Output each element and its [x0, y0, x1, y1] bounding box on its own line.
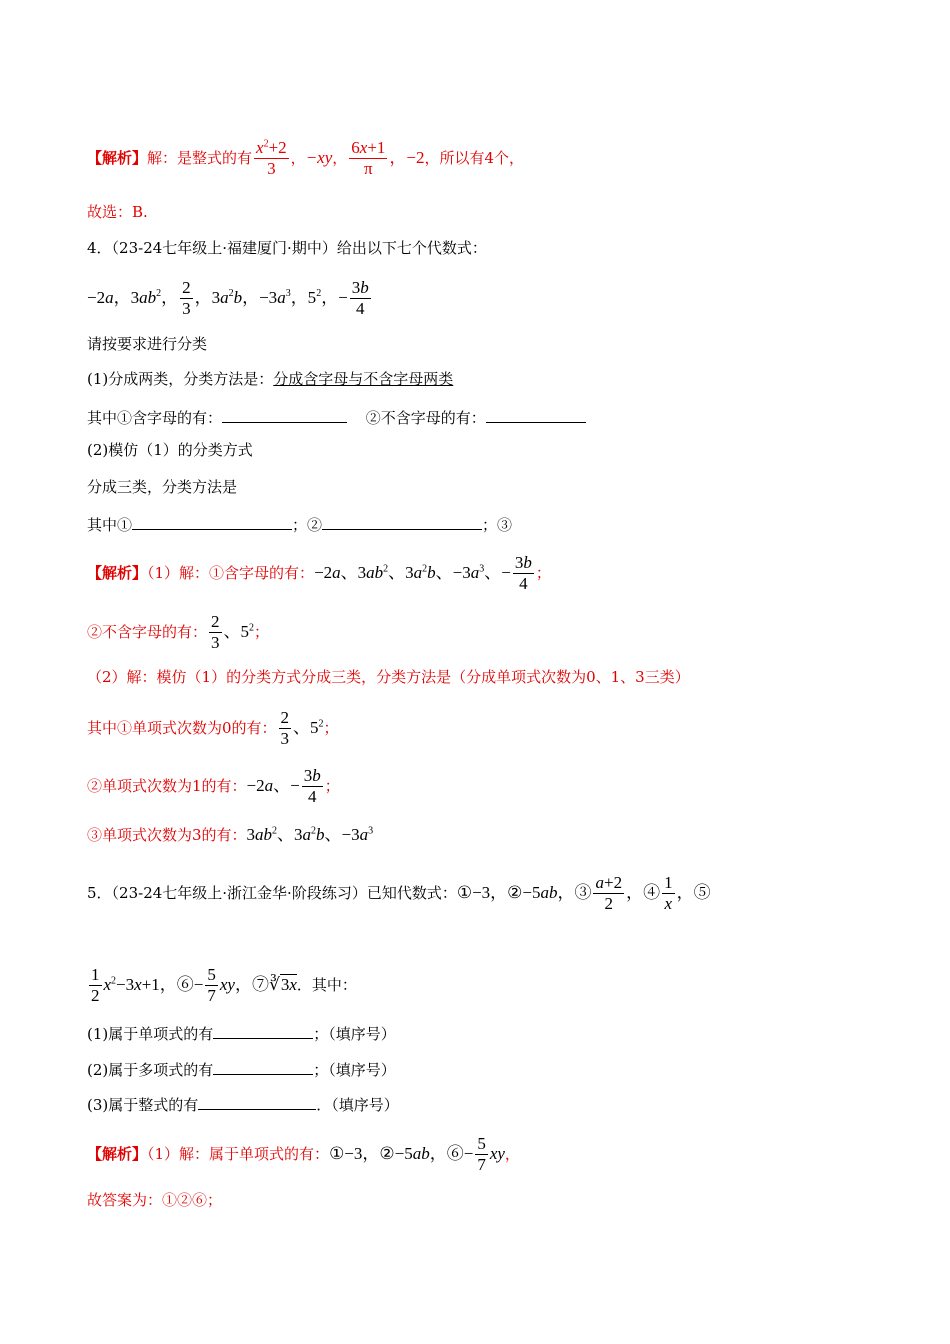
q4-p2-item1: 其中① [87, 516, 133, 534]
expr-neg-xy: −xy [305, 147, 333, 167]
q5-title: 5．（23-24七年级上·浙江金华·阶段练习）已知代数式： [87, 883, 457, 902]
a4-l4-text: 其中①单项式次数为0的有： [87, 718, 277, 737]
q5-part2-label: (2)属于多项式的有 [87, 1061, 214, 1079]
answer-blank[interactable] [132, 515, 292, 530]
q4-part2-items [87, 515, 512, 533]
a4-l1-expr: −2a、$3ab^2$、$3a^2b$、$-3a^3$、− $\frac{3b}{4}$ [314, 553, 532, 594]
analysis-tag: 【解析】 [87, 1144, 148, 1163]
q5-part1: (1)属于单项式的有 ；（填序号） [87, 1025, 396, 1043]
q4-p2-item2: ；② [292, 516, 323, 534]
q4-part1-label: (1)分成两类，分类方法是： [87, 370, 274, 388]
a4-l1-text: （1）解：①含字母的有： [147, 563, 315, 582]
a4-l2-text: ②不含字母的有： [87, 622, 208, 641]
q4-part1 [87, 372, 453, 387]
answer-blank[interactable] [222, 408, 347, 423]
answer-blank[interactable] [213, 1024, 313, 1039]
q5-line-2-tail: ．其中： [296, 975, 357, 994]
a4-l5-text: ②单项式次数为1的有： [87, 776, 247, 795]
q5-part2: (2)属于多项式的有 ；（填序号） [87, 1061, 396, 1079]
answer-blank[interactable] [486, 408, 586, 423]
q4-title: 4．（23-24七年级上·福建厦门·期中）给出以下七个代数式： [87, 239, 487, 257]
a5-l1-expr: ①−3，②−5ab，⑥− $\frac{5}{7}$ xy [329, 1134, 505, 1175]
sep: ， [290, 148, 306, 167]
q4-item1-label: 其中①含字母的有： [87, 409, 223, 427]
a4-line-3: （2）解：模仿（1）的分类方式分成三类，分类方法是（分成单项式次数为0、1、3三类） [87, 668, 690, 686]
expr-neg-2: ，−2 [389, 147, 425, 167]
a4-line-1: 【解析】（1）解：①含字母的有：−2a、$3ab^2$、$3a^2b$、$-3a^3$、− $\frac{3b}{4}$ ； [87, 553, 551, 594]
q5-expr-5-7: $\frac{1}{2}$ $x^2-3x+1$，⑥− $\frac{5}{7}$ xy，⑦∛3x [91, 965, 297, 1006]
a5-answer: 故答案为：①②⑥； [87, 1191, 223, 1209]
a4-l6-expr: $3ab^2$、$3a^2b$、$-3a^3$ [246, 825, 374, 844]
fill-hint: （填序号） [328, 1025, 396, 1043]
analysis-tail: ，所以有4个， [424, 148, 525, 167]
analysis-tag: 【解析】 [87, 563, 148, 582]
q5-part3-label: (3)属于整式的有 [87, 1096, 199, 1114]
a5-line-1: 【解析】（1）解：属于单项式的有：①−3，②−5ab，⑥− $\frac{5}{7}$ xy， [87, 1134, 520, 1175]
fraction-3b-over-4: $\frac{3b}{4}$ [351, 278, 369, 319]
q5-expr-1-2: ①−3，②−5ab，③ $\frac{a+2}{2}$ ，④ $\frac{1}{x}$ ，⑤ [456, 873, 711, 914]
answer-blank[interactable] [213, 1060, 313, 1075]
q5-line-2 [87, 965, 357, 1007]
a4-l5-expr: −2a、− $\frac{3b}{4}$ [246, 766, 321, 807]
q4-part1-method: 分成含字母与不含字母两类 [273, 370, 454, 388]
q5-part1-label: (1)属于单项式的有 [87, 1025, 214, 1043]
a4-line-6 [87, 826, 373, 843]
q4-p2-item3: ；③ [482, 516, 513, 534]
q4-part2-three: 分成三类，分类方法是 [87, 478, 238, 496]
a4-l4-expr: $\frac{2}{3}$ 、$5^2$ [280, 708, 324, 749]
q5-title-line [87, 873, 711, 915]
a4-l2-expr: $\frac{2}{3}$ 、$5^2$ [211, 612, 255, 653]
a4-line-2: ②不含字母的有： $\frac{2}{3}$ 、$5^2$； [87, 612, 270, 653]
analysis-tag: 【解析】 [87, 148, 148, 167]
analysis-text: 解：是整式的有 [147, 148, 253, 167]
fraction-x2-plus-2-over-3: $\frac{x^2+2}{3}$ [256, 138, 287, 179]
fraction-6x-plus-1-over-pi: $\frac{6x+1}{\pi}$ [351, 138, 386, 179]
fraction-2-over-3: $\frac{2}{3}$ [182, 278, 191, 319]
a5-l1-text: （1）解：属于单项式的有： [147, 1144, 330, 1163]
a4-line-5: ②单项式次数为1的有：−2a、− $\frac{3b}{4}$ ； [87, 766, 340, 807]
fill-hint: （填序号） [328, 1061, 396, 1079]
q4-part2-label: (2)模仿（1）的分类方式 [87, 441, 253, 459]
a4-l6-text: ③单项式次数为3的有： [87, 826, 247, 844]
q4-part1-items [87, 408, 586, 426]
answer-blank[interactable] [322, 515, 482, 530]
fill-hint: （填序号） [331, 1096, 399, 1114]
analysis-line-1 [87, 138, 524, 180]
q4-request: 请按要求进行分类 [87, 335, 208, 353]
choice-line: 故选：B. [87, 203, 148, 221]
answer-blank[interactable] [198, 1095, 316, 1110]
q5-part3: (3)属于整式的有 ．（填序号） [87, 1096, 399, 1114]
q4-item2-label: ②不含字母的有： [365, 409, 486, 427]
a4-line-4: 其中①单项式次数为0的有： $\frac{2}{3}$ 、$5^2$； [87, 708, 339, 749]
q4-expressions: −2a，$3ab^2$， $\frac{2}{3}$ ，$3a^2b$，$-3a^3$，$5^2$，− $\frac{3b}{4}$ [87, 278, 369, 319]
sep: ， [332, 148, 348, 167]
